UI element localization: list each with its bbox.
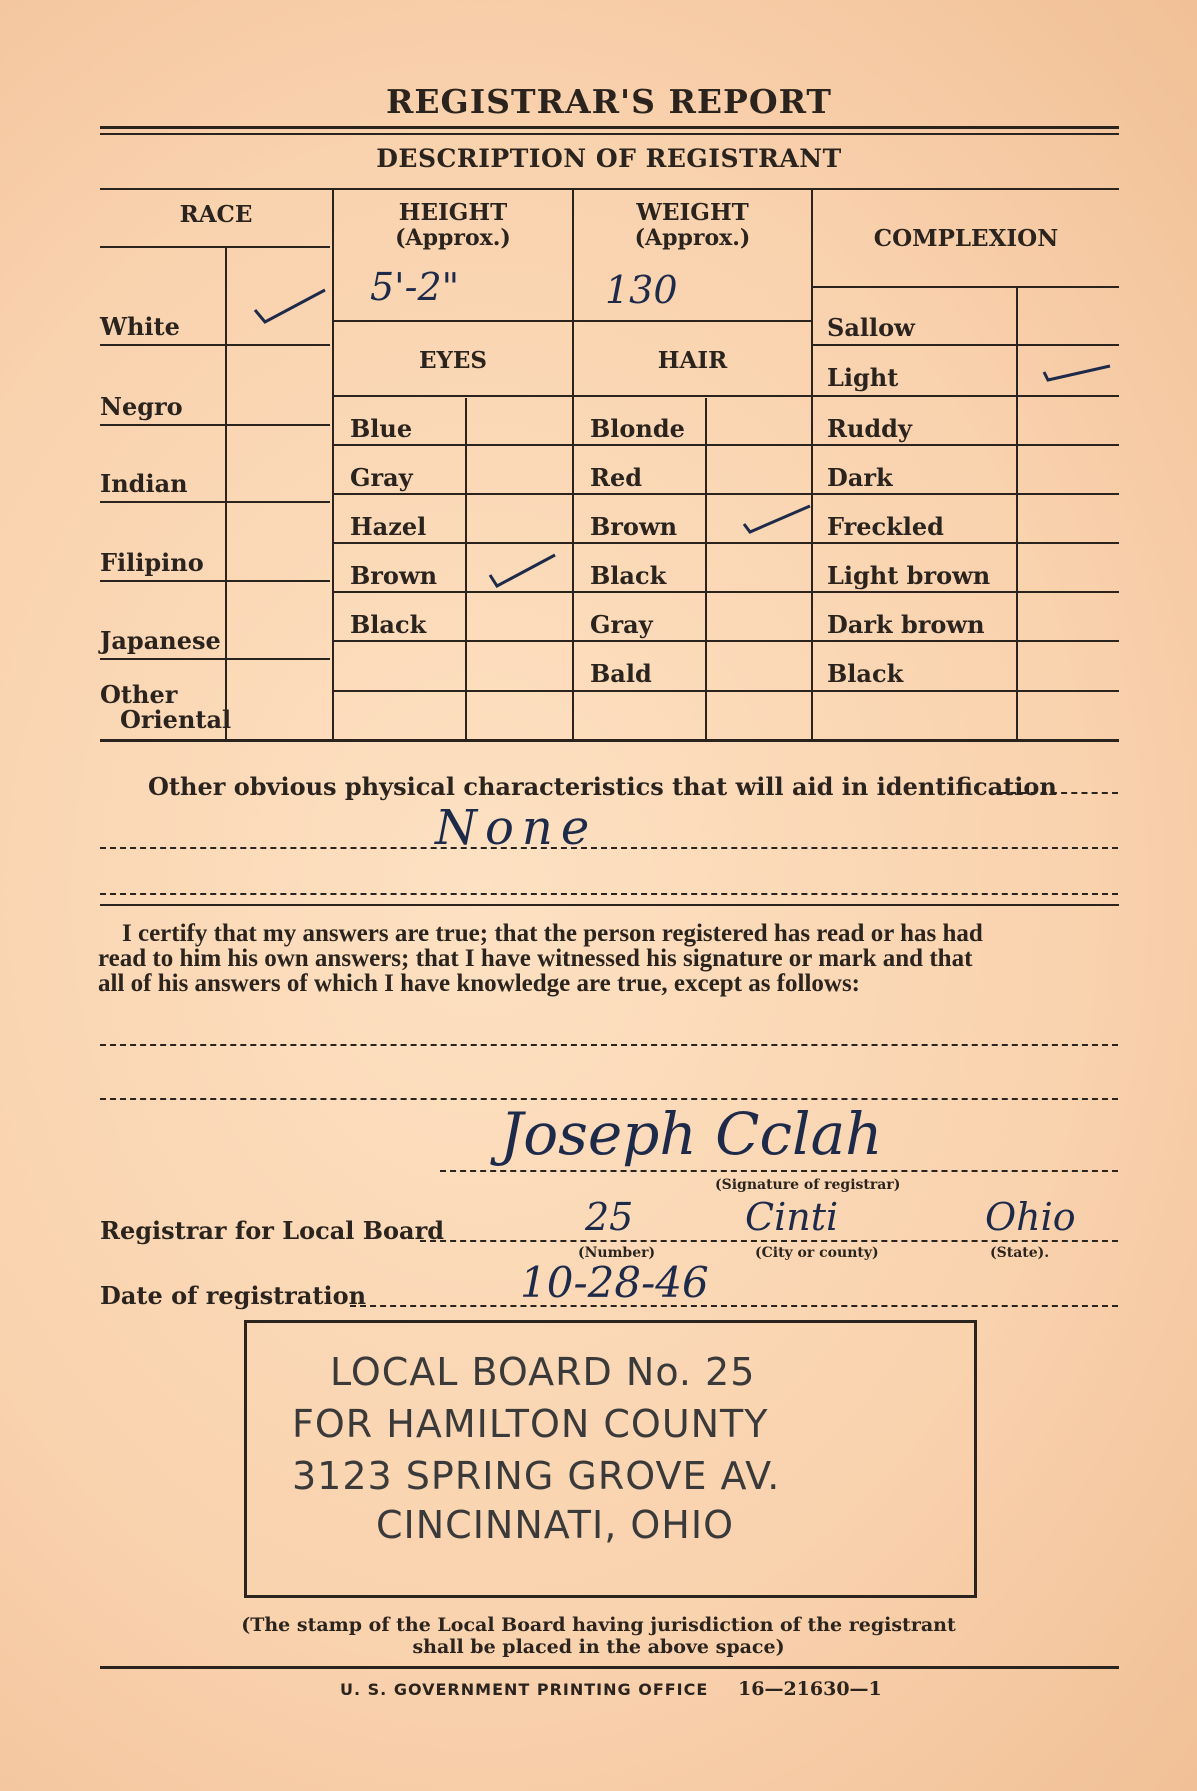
race-white: White xyxy=(100,312,180,341)
eyes-gray: Gray xyxy=(350,463,413,492)
footer-rule xyxy=(100,1666,1119,1669)
eyes-row-rule xyxy=(334,640,572,642)
complexion-light-check-icon xyxy=(1040,358,1115,388)
weight-approx: (Approx.) xyxy=(634,225,751,251)
race-other: Other xyxy=(100,680,178,709)
hair-bald: Bald xyxy=(590,659,652,688)
hair-header-rule xyxy=(574,395,811,397)
col-divider-race xyxy=(332,190,334,739)
footer-printer: U. S. GOVERNMENT PRINTING OFFICE xyxy=(340,1680,709,1699)
complexion-row-rule xyxy=(813,591,1119,593)
local-board-city: Cinti xyxy=(745,1195,839,1239)
complexion-light: Light xyxy=(827,363,899,392)
race-indian: Indian xyxy=(100,469,188,498)
date-label: Date of registration xyxy=(100,1281,367,1310)
eyes-brown: Brown xyxy=(350,561,438,590)
hair-header: HAIR xyxy=(657,347,728,374)
complexion-light-brown: Light brown xyxy=(827,561,991,590)
section-subtitle: DESCRIPTION OF REGISTRANT xyxy=(376,144,842,173)
complexion-row-rule xyxy=(813,640,1119,642)
other-characteristics-value: None xyxy=(435,800,598,856)
stamp-note-line-1: (The stamp of the Local Board having jurisdiction of the registrant xyxy=(241,1614,956,1636)
signature-caption: (Signature of registrar) xyxy=(715,1177,901,1193)
date-value: 10-28-46 xyxy=(520,1258,709,1307)
hair-blonde: Blonde xyxy=(590,414,685,443)
dash-line xyxy=(100,847,1118,849)
complexion-row-rule xyxy=(813,493,1119,495)
complexion-row-rule xyxy=(813,344,1119,346)
weight-header: WEIGHT xyxy=(636,199,749,226)
title-rule-2 xyxy=(100,133,1119,135)
complexion-freckled: Freckled xyxy=(827,512,944,541)
hair-brown: Brown xyxy=(590,512,678,541)
hair-gray: Gray xyxy=(590,610,653,639)
eyes-blue: Blue xyxy=(350,414,413,443)
col-divider-height xyxy=(572,190,574,739)
hair-row-rule xyxy=(574,690,811,692)
complexion-sallow: Sallow xyxy=(827,313,915,342)
height-approx: (Approx.) xyxy=(395,225,511,251)
local-board-number: 25 xyxy=(585,1195,634,1239)
weight-value: 130 xyxy=(605,268,678,312)
hair-brown-check-icon xyxy=(740,500,815,540)
table-bottom-rule xyxy=(100,739,1119,742)
eyes-row-rule xyxy=(334,444,572,446)
race-japanese: Japanese xyxy=(100,626,221,655)
eyes-header: EYES xyxy=(418,347,488,374)
race-row-rule xyxy=(100,580,330,582)
race-white-check-icon xyxy=(250,280,330,330)
complexion-dark-brown: Dark brown xyxy=(827,610,985,639)
certify-line-1: I certify that my answers are true; that the person registered has read or has had xyxy=(122,920,983,947)
race-header-rule xyxy=(100,246,330,248)
dash-line xyxy=(350,1305,1118,1307)
complexion-header: COMPLEXION xyxy=(873,225,1059,252)
eyes-row-rule xyxy=(334,493,572,495)
hair-row-rule xyxy=(574,444,811,446)
other-characteristics-label: Other obvious physical characteristics that will aid in identification xyxy=(148,772,1057,801)
stamp-line-2: FOR HAMILTON COUNTY xyxy=(292,1402,769,1446)
certify-line-3: all of his answers of which I have knowledge are true, except as follows: xyxy=(98,970,860,997)
complexion-row-rule xyxy=(813,542,1119,544)
eyes-row-rule xyxy=(334,591,572,593)
race-negro: Negro xyxy=(100,392,183,421)
hair-red: Red xyxy=(590,463,642,492)
complexion-black: Black xyxy=(827,659,904,688)
registrar-signature: Joseph Cclah xyxy=(500,1100,883,1168)
complexion-row-rule xyxy=(813,395,1119,397)
height-value: 5'-2" xyxy=(370,265,460,309)
complexion-row-rule xyxy=(813,690,1119,692)
race-filipino: Filipino xyxy=(100,548,204,577)
dash-line xyxy=(100,893,1118,895)
title-rule xyxy=(100,126,1119,129)
stamp-line-4: CINCINNATI, OHIO xyxy=(376,1503,734,1547)
dash-line xyxy=(100,1044,1118,1046)
section-rule xyxy=(100,904,1119,906)
footer-form-number: 16—21630—1 xyxy=(738,1678,882,1700)
complexion-dark: Dark xyxy=(827,463,893,492)
race-row-rule xyxy=(100,501,330,503)
hair-row-rule xyxy=(574,591,811,593)
height-rule xyxy=(334,320,572,322)
race-header: RACE xyxy=(179,201,253,228)
table-top-rule xyxy=(100,188,1119,190)
race-check-col xyxy=(225,248,227,739)
dash-line xyxy=(420,1240,1118,1242)
weight-rule xyxy=(574,320,811,322)
hair-row-rule xyxy=(574,640,811,642)
complexion-check-col xyxy=(1016,288,1018,739)
complexion-row-rule xyxy=(813,444,1119,446)
race-row-rule xyxy=(100,424,330,426)
state-caption: (State). xyxy=(990,1245,1050,1261)
eyes-check-col xyxy=(465,398,467,739)
dash-line xyxy=(440,1170,1118,1172)
eyes-header-rule xyxy=(334,395,572,397)
eyes-row-rule xyxy=(334,690,572,692)
hair-check-col xyxy=(705,398,707,739)
page-title: REGISTRAR'S REPORT xyxy=(385,82,832,121)
eyes-hazel: Hazel xyxy=(350,512,427,541)
col-divider-weight xyxy=(811,190,813,739)
eyes-black: Black xyxy=(350,610,427,639)
race-row-rule xyxy=(100,344,330,346)
eyes-brown-check-icon xyxy=(485,550,560,590)
city-caption: (City or county) xyxy=(755,1245,879,1261)
hair-black: Black xyxy=(590,561,667,590)
race-row-rule xyxy=(100,658,330,660)
stamp-line-1: LOCAL BOARD No. 25 xyxy=(330,1350,756,1394)
complexion-header-rule xyxy=(813,286,1119,288)
hair-row-rule xyxy=(574,542,811,544)
local-board-state: Ohio xyxy=(985,1195,1076,1239)
number-caption: (Number) xyxy=(578,1245,656,1261)
height-header: HEIGHT xyxy=(398,199,508,226)
complexion-ruddy: Ruddy xyxy=(827,414,912,443)
local-board-label: Registrar for Local Board xyxy=(100,1216,445,1245)
stamp-line-3: 3123 SPRING GROVE AV. xyxy=(292,1454,781,1498)
hair-row-rule xyxy=(574,493,811,495)
certify-line-2: read to him his own answers; that I have witnessed his signature or mark and that xyxy=(98,945,973,972)
stamp-note-line-2: shall be placed in the above space) xyxy=(412,1636,785,1658)
eyes-row-rule xyxy=(334,542,572,544)
dash-line xyxy=(1000,792,1118,794)
race-oriental: Oriental xyxy=(120,705,232,734)
